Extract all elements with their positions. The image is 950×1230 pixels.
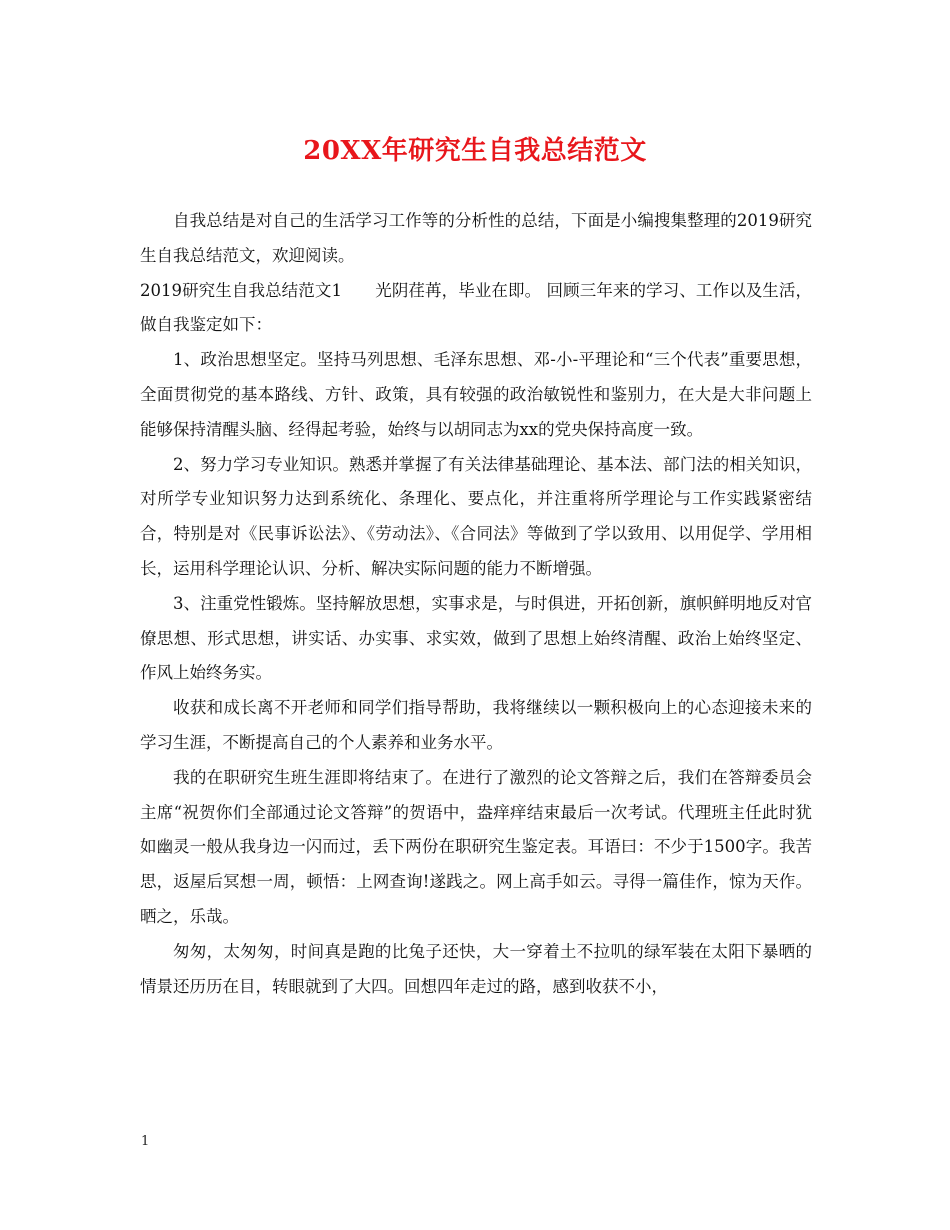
document-body — [140, 204, 812, 1004]
paragraph-gratitude: 收获和成长离不开老师和同学们指导帮助，我将继续以一颗积极向上的心态迎接未来的学习生涯，不断提高自己的个人素养和业务水平。 — [140, 698, 812, 752]
page-number: 1 — [141, 1134, 150, 1149]
paragraph-intro: 自我总结是对自己的生活学习工作等的分析性的总结，下面是小编搜集整理的2019研究生自我总结范文，欢迎阅读。 — [140, 211, 812, 265]
paragraph-section-heading: 2019研究生自我总结范文1 光阴荏苒，毕业在即。 回顾三年来的学习、工作以及生活，做自我鉴定如下： — [140, 280, 812, 335]
paragraph-party-training: 3、注重党性锻炼。坚持解放思想，实事求是，与时俱进，开拓创新，旗帜鲜明地反对官僚思想、形式思想，讲实话、办实事、求实效，做到了思想上始终清醒、政治上始终坚定、作风上始终务实。 — [140, 593, 812, 683]
paragraph-graduation: 我的在职研究生班生涯即将结束了。在进行了激烈的论文答辩之后，我们在答辩委员会主席“祝贺你们全部通过论文答辩”的贺语中，盎痒痒结束最后一次考试。代理班主任此时犹如幽灵一般从我身边一闪而过，丢下两份在职研究生鉴定表。耳语曰：不少于1500字。我苦思，返屋后冥想一周，顿悟：上网查询!遂践之。网上高手如云。寻得一篇佳作，惊为天作。晒之，乐哉。 — [140, 767, 812, 926]
paragraph-study: 2、努力学习专业知识。熟悉并掌握了有关法律基础理论、基本法、部门法的相关知识，对所学专业知识努力达到系统化、条理化、要点化，并注重将所学理论与工作实践紧密结合，特别是对《民事诉讼法》、《劳动法》、《合同法》等做到了学以致用、以用促学、学用相长，运用科学理论认识、分析、解决实际问题的能力不断增强。 — [140, 454, 812, 578]
document-title: 20XX年研究生自我总结范文 — [303, 136, 647, 166]
paragraph-reflection: 匆匆，太匆匆，时间真是跑的比兔子还快，大一穿着土不拉叽的绿军装在太阳下暴晒的情景还历历在目，转眼就到了大四。回想四年走过的路，感到收获不小， — [140, 941, 812, 996]
paragraph-political: 1、政治思想坚定。坚持马列思想、毛泽东思想、邓-小-平理论和“三个代表”重要思想，全面贯彻党的基本路线、方针、政策，具有较强的政治敏锐性和鉴别力，在大是大非问题上能够保持清醒头脑、经得起考验，始终与以胡同志为xx的党央保持高度一致。 — [140, 350, 812, 439]
